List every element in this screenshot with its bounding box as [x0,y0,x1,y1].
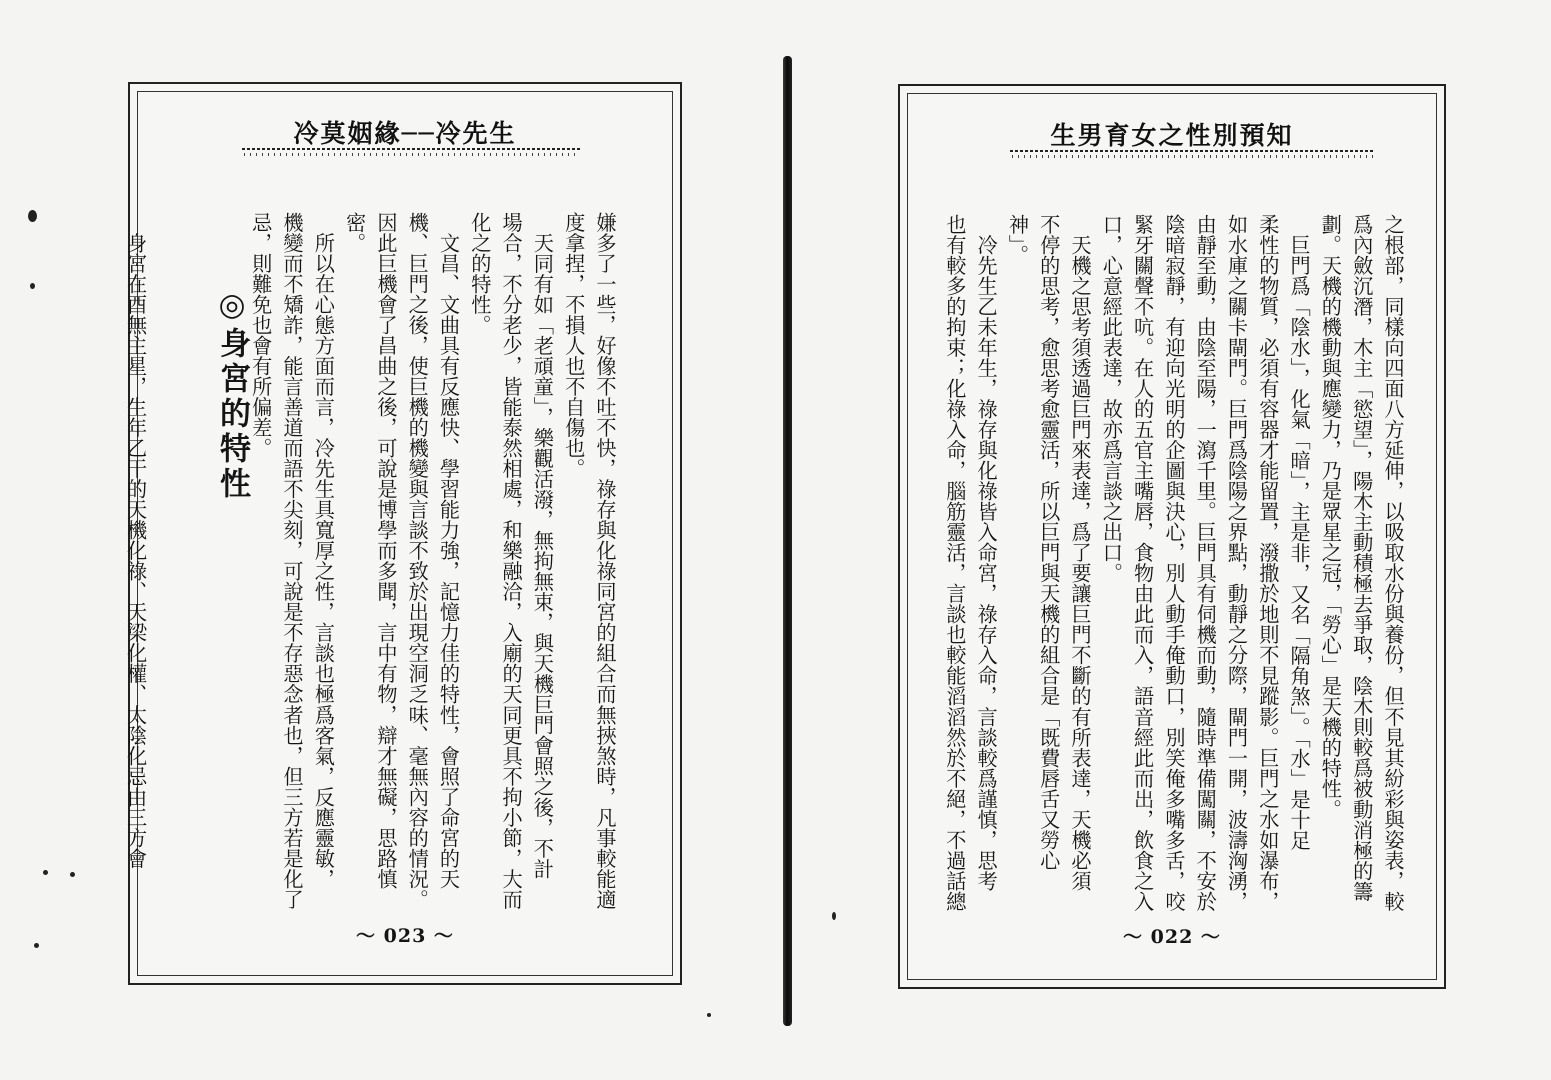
section-heading: ◎身宮的特性 [214,287,250,502]
scan-speck [43,870,48,875]
page-number: ～ 022 ～ [1123,926,1221,948]
scan-speck [70,872,75,877]
book-page-right [898,84,1446,989]
page-number: ～ 023 ～ [356,925,454,947]
book-page-left [123,82,682,985]
body-text: 之根部，同樣向四面八方延伸，以吸取水份與養份，但不見其紛彩與姿表，較 爲內斂沉潛，木主「慾望」，陽木主動積極去爭取，陰木則較爲被動消極的籌 劃。天機的機動與應變力，乃是眾星之冠，「勞心」是天機的特性。 巨門爲「陰水」，化氣「暗」，主是非，又名「隔角煞」。「水」是十足 柔性的物質，必須有容器才能留置，潑撒於地則不見蹤影。巨門之水如瀑布， 如水庫之關卡閘門。巨門爲陰陽之界點，動靜之分際，閘門一開，波濤洶湧， 由靜至動，由陰至陽，一瀉千里。巨門具有伺機而動，隨時準備闖關，不安於 陰暗寂靜，有迎向光明的企圖與決心，別人動手俺動口，別笑俺多嘴多舌，咬 緊牙關聲不吭。在人的五官主嘴唇，食物由此而入，語音經此而出，飲食之入 口，心意經此表達，故亦爲言談之出口。 天機之思考須透過巨門來表達，爲了要讓巨門不斷的有所表達，天機必須 不停的思考，愈思考愈靈活，所以巨門與天機的組合是「既費唇舌又勞心 神」。 冷先生乙未年生，祿存與化祿皆入命宮，祿存入命，言談較爲謹慎，思考 也有較多的拘束；化祿入命，腦筋靈活，言談也較能滔滔然於不絕，不過話總 [942,214,1405,912]
running-header: 冷莫姻緣──冷先生 [293,119,517,148]
running-header: 生男育女之性別預知 [1050,121,1294,150]
body-text: 嫌多了一些，好像不吐不快，祿存與化祿同宮的組合而無挾煞時，凡事較能適 度拿捏，不損人也不自傷也。 天同有如「老頑童」，樂觀活潑，無拘無束，與天機巨門會照之後，不計 場合，不分老少，皆能泰然相處，和樂融洽，入廟的天同更具不拘小節，大而 化之的特性。 文昌、文曲具有反應快、學習能力強，記憶力佳的特性，會照了命宮的天 機、巨門之後，使巨機的機變與言談不致於出現空洞乏味、毫無內容的情況。 因此巨機會了昌曲之後，可說是博學而多聞，言中有物，辯才無礙，思路慎 密。 所以在心態方面而言，冷先生具寬厚之性，言談也極爲客氣，反應靈敏， 機變而不矯詐，能言善道而語不尖刻，可說是不存惡念者也，但三方若是化了 忌，則難免也會有所偏差。 身宮在酉無主星，生年乙干的天機化祿、天梁化權、太陰化忌由三方會 [123,212,617,910]
header-ornament-rule [242,148,580,156]
scan-speck [832,912,836,920]
scan-speck [707,1013,711,1017]
scan-speck [28,210,37,222]
book-spine [783,56,792,1026]
scan-speck [30,283,35,289]
header-ornament-rule [1010,150,1374,158]
scan-speck [34,943,39,948]
